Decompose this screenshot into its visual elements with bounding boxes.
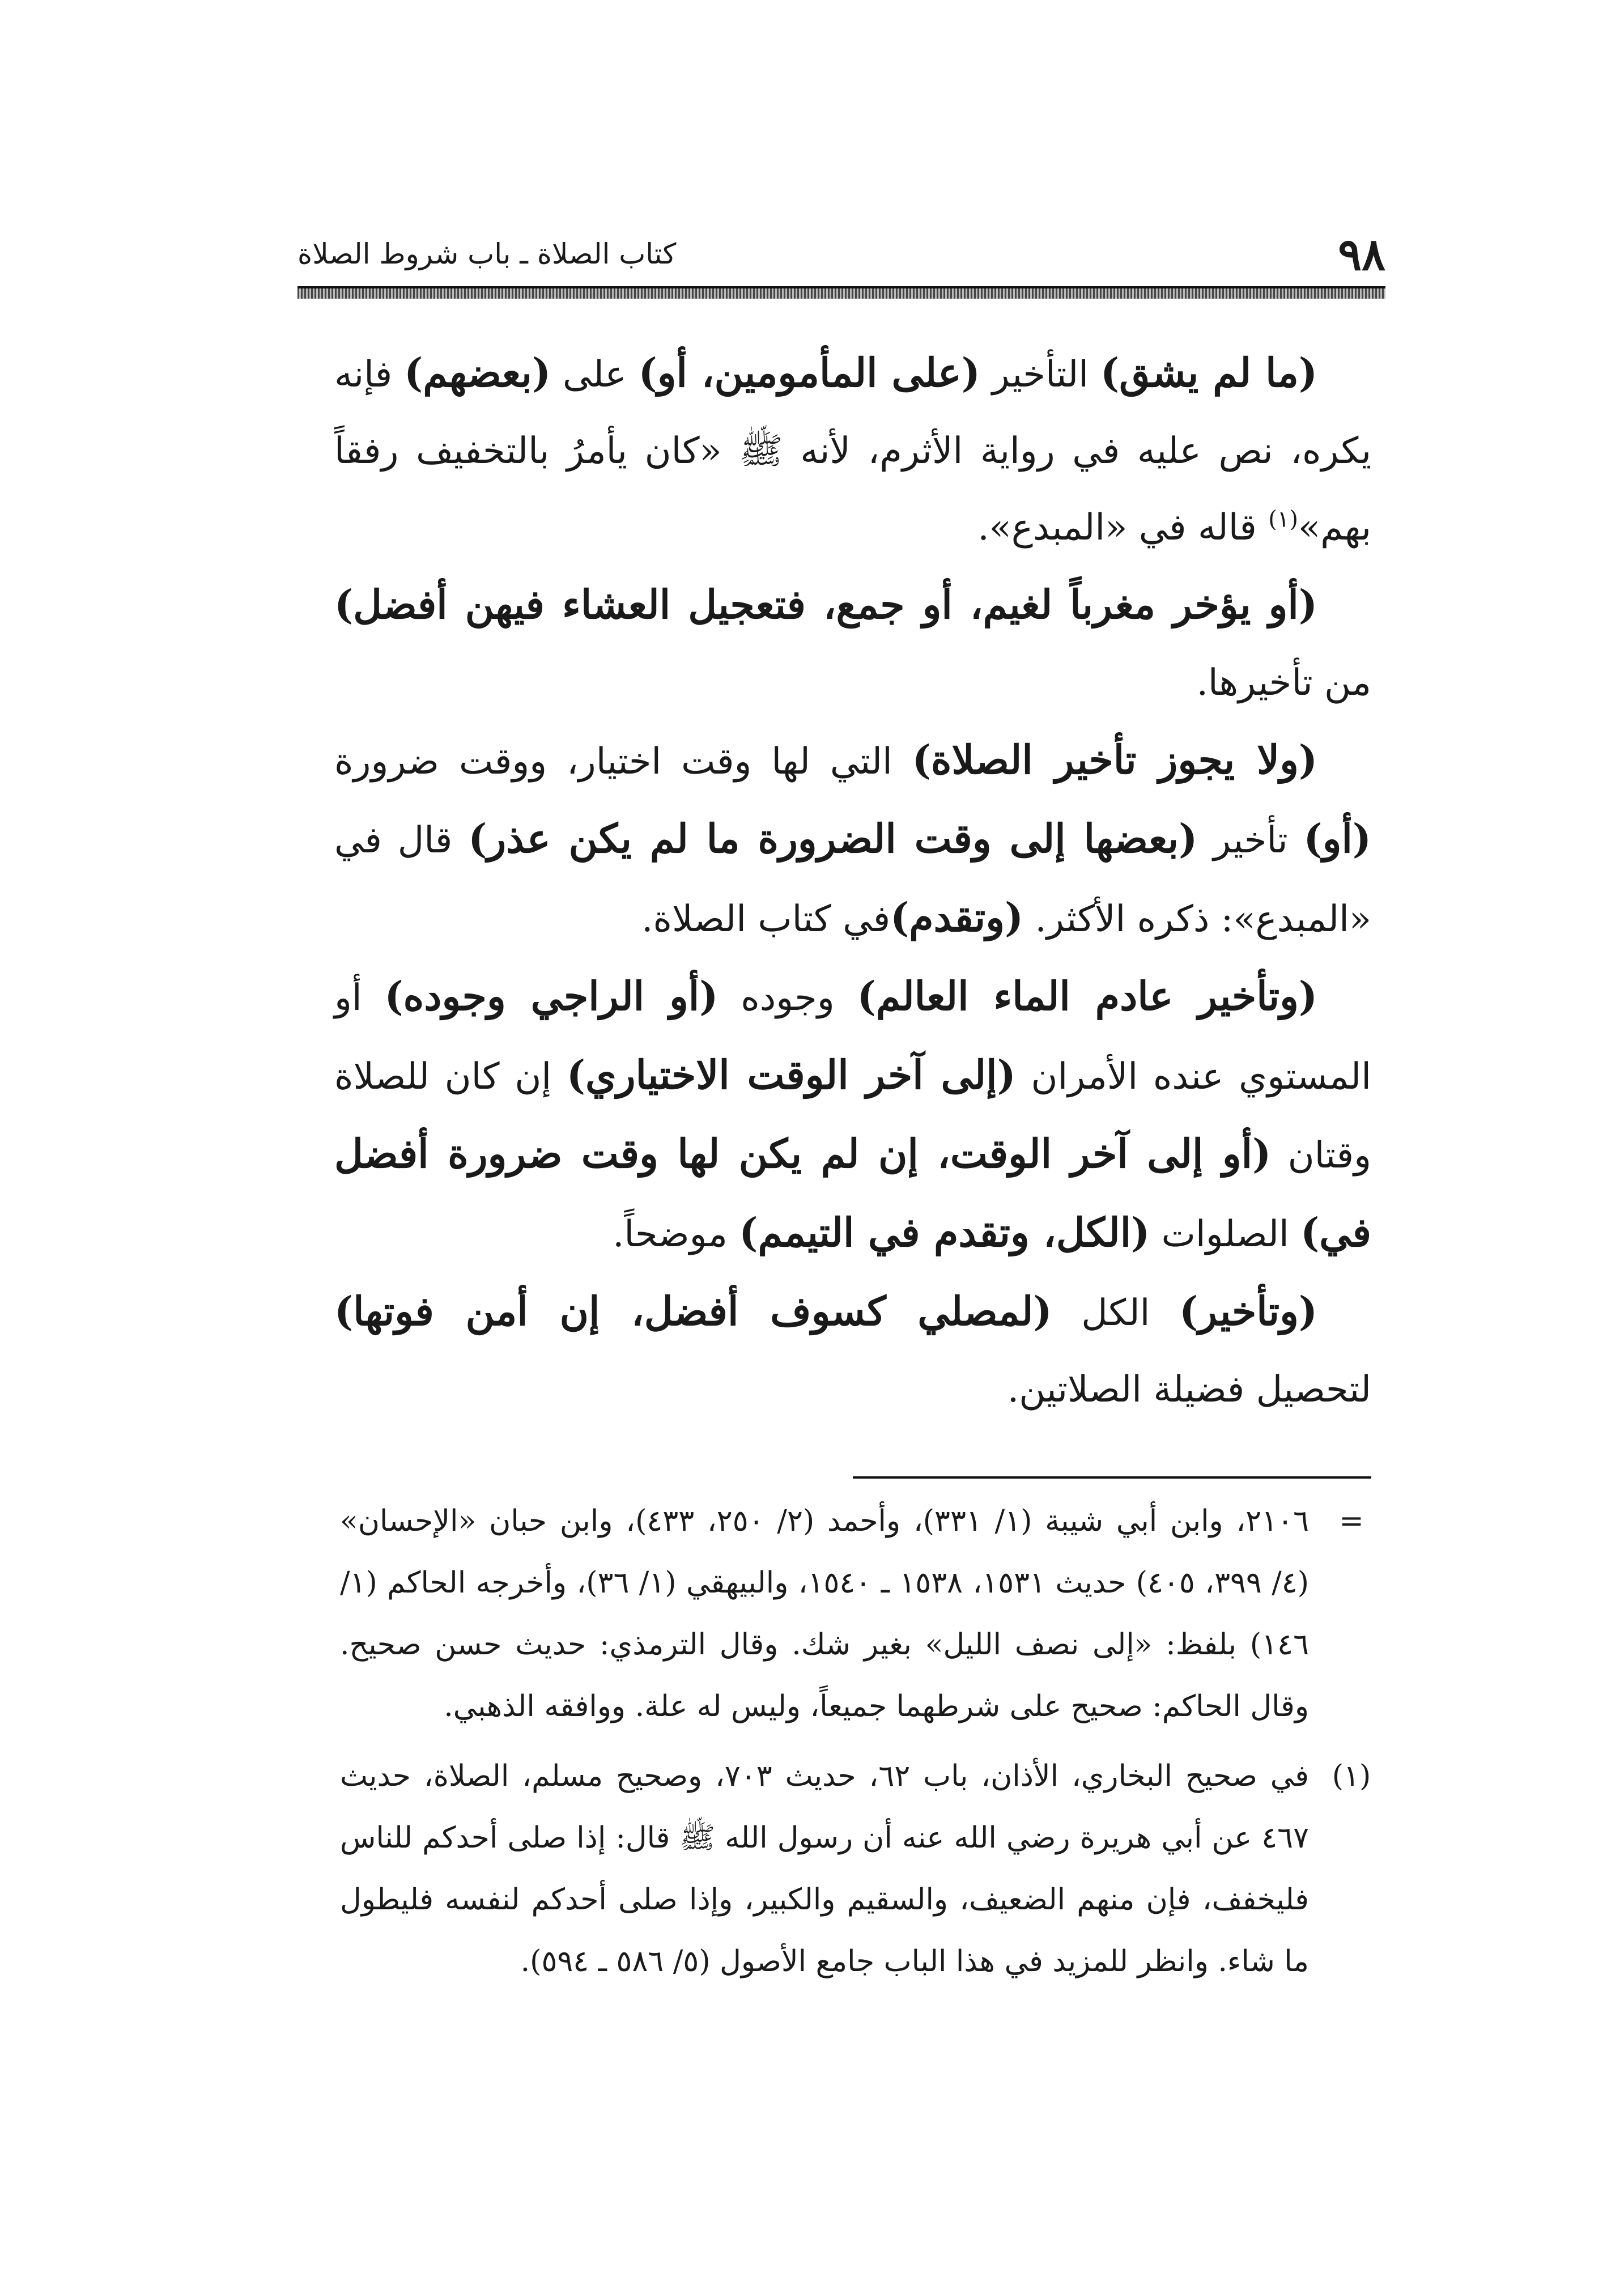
footnote-continued — [340, 1491, 1377, 1738]
header-rule — [297, 286, 1385, 299]
page-header — [297, 224, 1385, 286]
running-title: كتاب الصلاة ـ باب شروط الصلاة — [297, 237, 677, 270]
footnote-text: ٢١٠٦، وابن أبي شيبة (١/ ٣٣١)، وأحمد (٢/ ٢٥٠، ٤٣٣)، وابن حبان «الإحسان» (٤/ ٣٩٩، ٤٠٥) حديث ١٥٣١، ١٥٣٨ ـ ١٥٤٠، والبيهقي (١/ ٣٦)، وأخرجه الحاكم (١/ ١٤٦) بلفظ: «إلى نصف الليل» بغير شك. وقال الترمذي: حديث حسن صحيح. وقال الحاكم: صحيح على شرطهما جميعاً، وليس له علة. ووافقه الذهبي. — [340, 1504, 1310, 1723]
footnote-separator — [853, 1476, 1371, 1479]
main-text — [334, 334, 1371, 1428]
footnote-text: في صحيح البخاري، الأذان، باب ٦٢، حديث ٧٠٣، وصحيح مسلم، الصلاة، حديث ٤٦٧ عن أبي هريرة رضي الله عنه أن رسول الله ﷺ قال: إذا صلى أحدكم للناس فليخفف، فإن منهم الضعيف، والسقيم والكبير، وإذا صلى أحدكم لنفسه فليطول ما شاء. وانظر للمزيد في هذا الباب جامع الأصول (٥/ ٥٨٦ ـ ٥٩٤). — [340, 1759, 1309, 1978]
footnote-marker: (١) — [1332, 1759, 1371, 1793]
footnote-1 — [340, 1746, 1377, 1993]
paragraph-3: (ولا يجوز تأخير الصلاة) التي لها وقت اختيار، ووقت ضرورة (أو) تأخير (بعضها إلى وقت الضرورة ما لم يكن عذر) قال في «المبدع»: ذكره الأكثر. (وتقدم)في كتاب الصلاة. — [334, 736, 1372, 941]
page-number: ٩٨ — [1338, 229, 1385, 281]
paragraph-1: (ما لم يشق) التأخير (على المأمومين، أو) على (بعضهم) فإنه يكره، نص عليه في رواية الأثرم، لأنه ﷺ «كان يأمرُ بالتخفيف رفقاً بهم»$^{(١)}$ قاله في «المبدع». — [334, 349, 1372, 549]
footnote-ref[interactable]: (١) — [1268, 506, 1298, 533]
footnote-marker: = — [1339, 1504, 1364, 1538]
paragraph-4: (وتأخير عادم الماء العالم) وجوده (أو الراجي وجوده) أو المستوي عنده الأمران (إلى آخر الوقت الاختياري) إن كان للصلاة وقتان (أو إلى آخر الوقت، إن لم يكن لها وقت ضرورة أفضل في) الصلوات (الكل، وتقدم في التيمم) موضحاً. — [334, 973, 1372, 1256]
footnotes — [340, 1491, 1377, 1993]
paragraph-2: (أو يؤخر مغرباً لغيم، أو جمع، فتعجيل العشاء فيهن أفضل) من تأخيرها. — [334, 581, 1371, 704]
paragraph-5: (وتأخير) الكل (لمصلي كسوف أفضل، إن أمن فوتها) لتحصيل فضيلة الصلاتين. — [334, 1288, 1371, 1411]
